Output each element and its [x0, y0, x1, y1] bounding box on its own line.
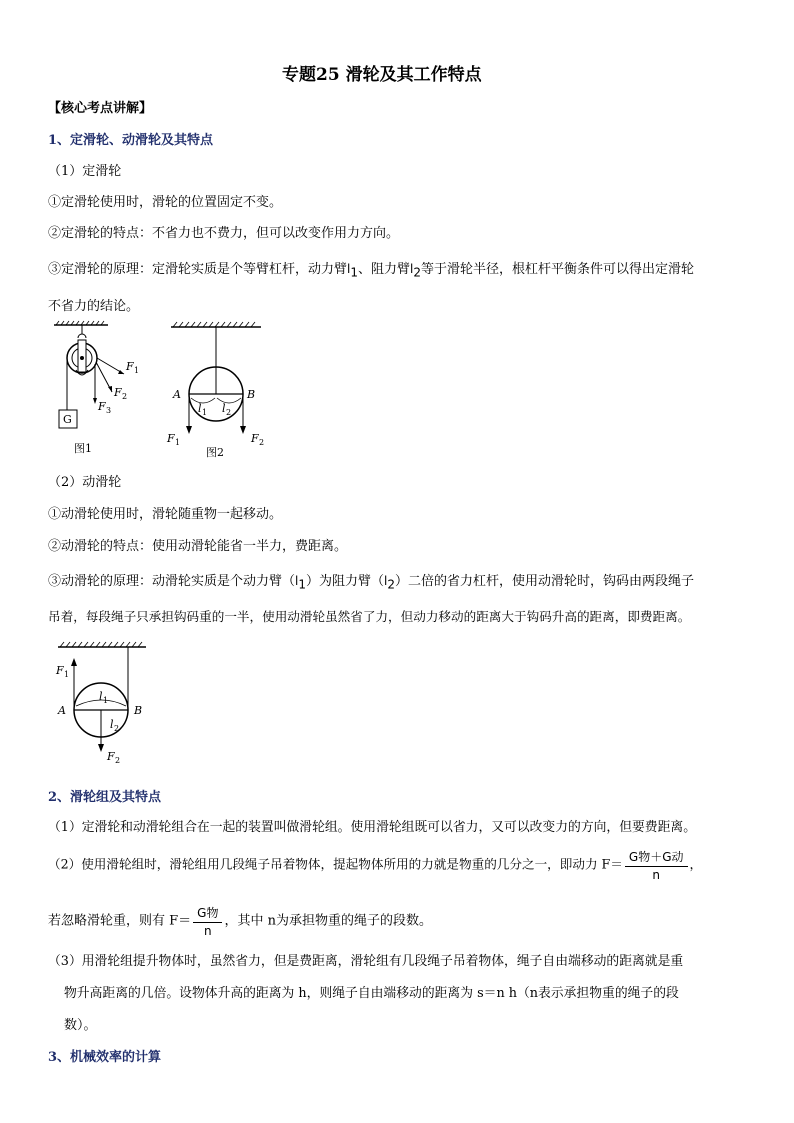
svg-text:3: 3 — [106, 406, 112, 415]
fig1-f2-label: F — [114, 386, 122, 399]
fraction-force-no-pulley: $\frac{\text{G物}}{n}$ — [193, 904, 222, 938]
svg-text:2: 2 — [122, 392, 128, 401]
fig1-f1-label: F — [126, 360, 134, 373]
page-title: 专题25 滑轮及其工作特点 — [282, 65, 482, 85]
svg-text:2: 2 — [226, 408, 232, 417]
fig1-f3-label: F — [98, 400, 106, 413]
fig3-a-label: A — [58, 704, 66, 717]
fixed-pulley-p3-cont: 不省力的结论。 — [48, 299, 140, 314]
svg-text:1: 1 — [103, 696, 109, 705]
svg-text:2: 2 — [259, 438, 265, 447]
section-1-heading: 1、定滑轮、动滑轮及其特点 — [48, 133, 214, 148]
movable-pulley-p3: ③动滑轮的原理：动滑轮实质是个动力臂$(l_1)$为阻力臂$(l_2)$二倍的省力杠杆，使用动滑轮时，钩码由两段绳子 — [48, 574, 695, 592]
hook — [78, 325, 86, 338]
svg-text:1: 1 — [175, 438, 181, 447]
movable-pulley-label: （2）动滑轮 — [48, 475, 122, 490]
svg-text:1: 1 — [64, 670, 70, 679]
weight-label: G — [63, 413, 72, 426]
movable-pulley-p3-cont: 吊着，每段绳子只承担钩码重的一半，使用动滑轮虽然省了力，但动力移动的距离大于钩码升高的距离，即费距离。 — [48, 609, 691, 624]
svg-text:1: 1 — [134, 366, 140, 375]
movable-pulley-p1: ①动滑轮使用时，滑轮随重物一起移动。 — [48, 507, 283, 522]
figure-3 — [48, 640, 158, 770]
pulley-block-p1: （1）定滑轮和动滑轮组合在一起的装置叫做滑轮组。使用滑轮组既可以省力，又可以改变力的方向，但要费距离。 — [48, 820, 696, 835]
fraction-force-with-pulley: $\frac{\text{G物＋G动}}{n}$ — [625, 848, 688, 882]
fig2-f2-label: F — [251, 432, 259, 445]
fig3-b-label: B — [134, 704, 143, 717]
figure-1 — [48, 320, 158, 460]
fig3-l1-label: l — [99, 690, 103, 703]
fig2-f1-label: F — [167, 432, 175, 445]
pulley-block-p3: 若忽略滑轮重，则有 F＝ $\frac{\text{G物}}{n}$ ，其中 n为承担物重的绳子的段数。 — [48, 906, 432, 938]
core-header: 【核心考点讲解】 — [48, 101, 153, 116]
fig2-l1-label: l — [198, 402, 202, 415]
pulley-block-p5: 物升高距离的几倍。设物体升高的距离为 h，则绳子自由端移动的距离为 s＝n h（n表示承担物重的绳子的段 — [64, 986, 679, 1001]
fig2-caption: 图2 — [206, 446, 224, 459]
figure-2 — [165, 320, 275, 460]
pulley-block-p6: 数）。 — [64, 1018, 97, 1033]
fixed-pulley-p3: ③定滑轮的原理：定滑轮实质是个等臂杠杆，动力臂$l_1$、阻力臂$l_2$等于滑轮半径，根杠杆平衡条件可以得出定滑轮 — [48, 262, 695, 280]
svg-text:2: 2 — [115, 756, 121, 765]
fig2-a-label: A — [173, 388, 181, 401]
pulley-block-p2: （2）使用滑轮组时，滑轮组用几段绳子吊着物体，提起物体所用的力就是物重的几分之一，即动力 F＝ $\frac{\text{G物＋G动}}{n}$ ， — [48, 850, 703, 882]
section-3-heading: 3、机械效率的计算 — [48, 1050, 162, 1065]
fig2-l2-label: l — [222, 402, 226, 415]
fixed-pulley-p2: ②定滑轮的特点：不省力也不费力，但可以改变作用力方向。 — [48, 226, 400, 241]
fig3-l2-label: l — [110, 718, 114, 731]
section-2-heading: 2、滑轮组及其特点 — [48, 790, 162, 805]
fig1-caption: 图1 — [74, 442, 92, 455]
svg-text:1: 1 — [202, 408, 208, 417]
pulley-block-p4: （3）用滑轮组提升物体时，虽然省力，但是费距离，滑轮组有几段绳子吊着物体，绳子自由端移动的距离就是重 — [48, 954, 684, 969]
fig3-f2-label: F — [107, 750, 115, 763]
fixed-pulley-p1: ①定滑轮使用时，滑轮的位置固定不变。 — [48, 195, 283, 210]
fig2-b-label: B — [247, 388, 256, 401]
movable-pulley-p2: ②动滑轮的特点：使用动滑轮能省一半力，费距离。 — [48, 539, 348, 554]
svg-text:2: 2 — [114, 724, 120, 733]
fixed-pulley-label: （1）定滑轮 — [48, 164, 122, 179]
fig3-f1-label: F — [56, 664, 64, 677]
